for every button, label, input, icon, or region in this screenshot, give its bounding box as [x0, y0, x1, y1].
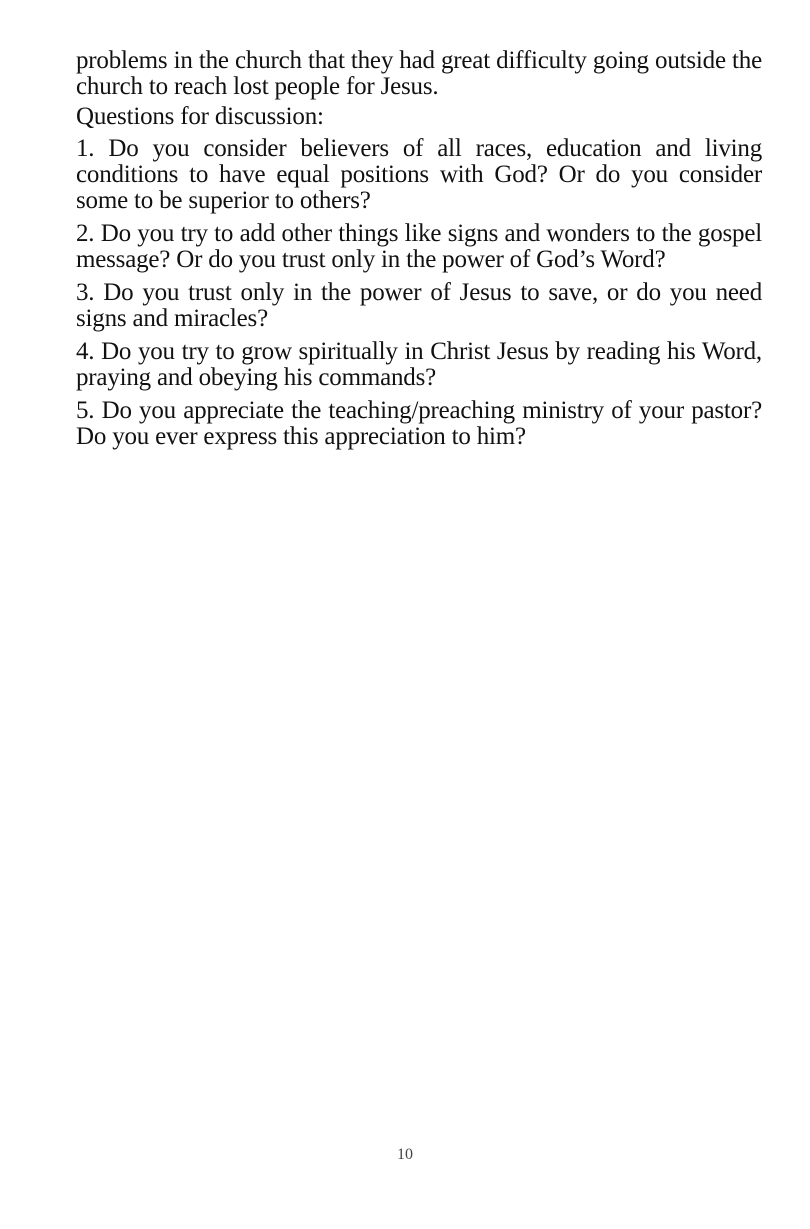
page-number: 10: [397, 1146, 413, 1163]
question-item-1: 1. Do you consider believers of all races, education and living conditions to have equal positions with God? Or do you consider some to be superior to others?: [76, 135, 762, 214]
question-item-5: 5. Do you appreciate the teaching/preaching ministry of your pastor? Do you ever express this appreciation to him?: [76, 397, 762, 450]
page-body: [76, 48, 762, 457]
question-item-4: 4. Do you try to grow spiritually in Christ Jesus by reading his Word, praying and obeying his commands?: [76, 338, 762, 391]
question-item-2: 2. Do you try to add other things like signs and wonders to the gospel message? Or do you trust only in the power of God’s Word?: [76, 220, 762, 273]
intro-paragraph: problems in the church that they had great difficulty going outside the church to reach lost people for Jesus.: [76, 47, 762, 100]
questions-list: [76, 136, 762, 450]
question-item-3: 3. Do you trust only in the power of Jesus to save, or do you need signs and miracles?: [76, 279, 762, 332]
questions-heading: Questions for discussion:: [76, 103, 324, 130]
